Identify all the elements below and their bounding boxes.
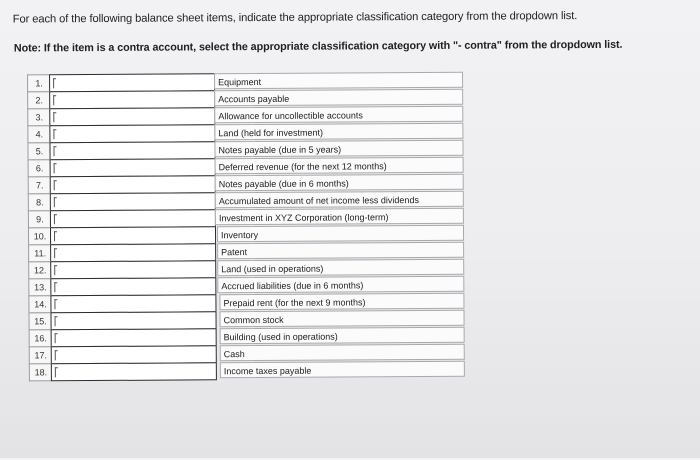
dropdown-corner-icon xyxy=(55,333,58,343)
balance-sheet-item: Notes payable (due in 5 years) xyxy=(214,140,463,158)
row-number: 6. xyxy=(28,159,51,177)
dropdown-corner-icon xyxy=(54,197,57,207)
balance-sheet-item: Accrued liabilities (due in 6 months) xyxy=(217,276,464,294)
balance-sheet-item: Equipment xyxy=(214,72,463,90)
dropdown-corner-icon xyxy=(54,180,57,190)
balance-sheet-item: Accumulated amount of net income less dividends xyxy=(215,191,464,209)
dropdown-corner-icon xyxy=(54,231,57,241)
balance-sheet-item: Prepaid rent (for the next 9 months) xyxy=(219,293,464,310)
dropdown-corner-icon xyxy=(55,367,58,377)
row-number: 2. xyxy=(27,91,50,109)
balance-sheet-item: Allowance for uncollectible accounts xyxy=(214,106,463,124)
row-number: 4. xyxy=(27,125,50,143)
balance-sheet-item: Land (held for investment) xyxy=(214,123,463,141)
classification-table xyxy=(27,72,467,381)
row-number: 10. xyxy=(28,227,51,245)
balance-sheet-item: Investment in XYZ Corporation (long-term) xyxy=(215,208,464,226)
note-text: Note: If the item is a contra account, select the appropriate classification category with "- contra" from the dropdown list. xyxy=(13,38,623,55)
dropdown-corner-icon xyxy=(54,282,57,292)
balance-sheet-item: Deferred revenue (for the next 12 months) xyxy=(215,157,464,175)
dropdown-corner-icon xyxy=(54,248,57,258)
row-number: 11. xyxy=(28,244,51,262)
dropdown-corner-icon xyxy=(55,316,58,326)
dropdown-corner-icon xyxy=(54,214,57,224)
row-number: 18. xyxy=(29,363,52,381)
row-number: 7. xyxy=(28,176,51,194)
row-number: 9. xyxy=(28,210,51,228)
row-number: 17. xyxy=(29,346,52,364)
dropdown-corner-icon xyxy=(55,350,58,360)
balance-sheet-item: Income taxes payable xyxy=(220,361,465,378)
dropdown-corner-icon xyxy=(54,265,57,275)
balance-sheet-item: Common stock xyxy=(219,310,464,327)
row-number: 3. xyxy=(27,108,50,126)
balance-sheet-item: Inventory xyxy=(217,225,464,243)
balance-sheet-item: Cash xyxy=(220,344,465,361)
balance-sheet-item: Building (used in operations) xyxy=(220,327,465,344)
dropdown-corner-icon xyxy=(53,95,56,105)
classification-dropdown[interactable] xyxy=(51,362,217,381)
row-number: 13. xyxy=(28,278,51,296)
table-row xyxy=(29,361,467,381)
balance-sheet-item: Land (used in operations) xyxy=(217,259,464,277)
dropdown-corner-icon xyxy=(53,129,56,139)
dropdown-corner-icon xyxy=(54,299,57,309)
dropdown-corner-icon xyxy=(53,112,56,122)
balance-sheet-item: Notes payable (due in 6 months) xyxy=(215,174,464,192)
row-number: 12. xyxy=(28,261,51,279)
instruction-text: For each of the following balance sheet items, indicate the appropriate classification category from the dropdown list. xyxy=(12,10,578,26)
row-number: 16. xyxy=(29,329,52,347)
dropdown-corner-icon xyxy=(54,163,57,173)
balance-sheet-item: Accounts payable xyxy=(214,89,463,107)
row-number: 8. xyxy=(28,193,51,211)
balance-sheet-item: Patent xyxy=(217,242,464,260)
row-number: 1. xyxy=(27,74,50,92)
dropdown-corner-icon xyxy=(53,146,56,156)
row-number: 14. xyxy=(28,295,51,313)
dropdown-corner-icon xyxy=(53,78,56,88)
row-number: 15. xyxy=(28,312,51,330)
row-number: 5. xyxy=(27,142,50,160)
